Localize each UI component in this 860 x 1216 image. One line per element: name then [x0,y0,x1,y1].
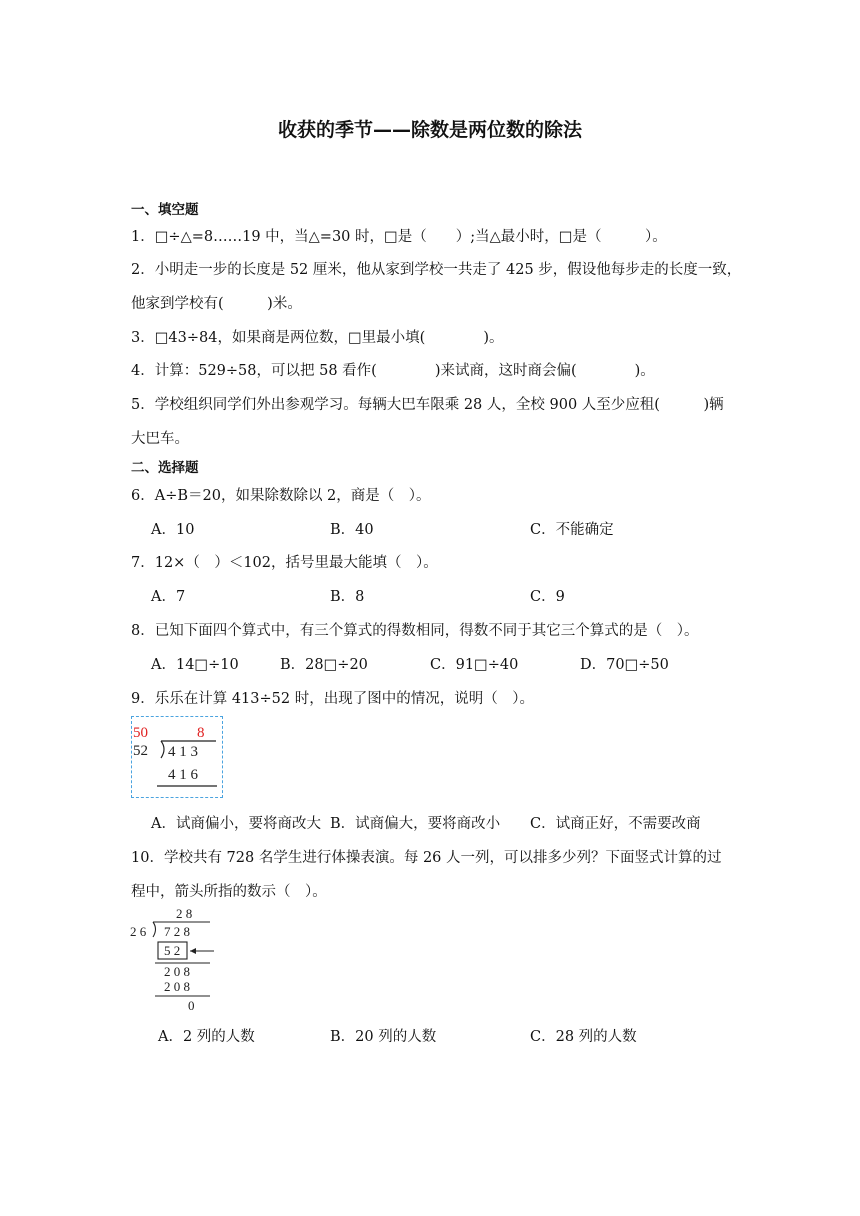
question-3: 3．□43÷84，如果商是两位数，□里最小填( )。 [131,330,504,346]
q9-option-b: B．试商偏大，要将商改小 [330,816,501,832]
q9-long-division-figure [131,716,223,798]
q6-option-a: A．10 [151,522,195,538]
q10-boxed-number: 5 2 [164,943,181,958]
question-9: 9．乐乐在计算 413÷52 时，出现了图中的情况，说明（ ）。 [131,691,534,707]
q8-option-a: A．14□÷10 [151,657,239,673]
q9-trial-divisor: 50 [133,725,148,741]
q10-division-bracket [153,922,156,937]
q10-dividend: 7 2 8 [164,924,190,939]
q8-option-c: C．91□÷40 [430,657,519,673]
q10-divisor: 2 6 [130,924,147,939]
question-6: 6．A÷B＝20，如果除数除以 2，商是（ ）。 [131,488,431,504]
question-5-line-2: 大巴车。 [131,431,189,447]
q9-option-a: A．试商偏小，要将商改大 [151,816,321,832]
q10-remainder: 2 0 8 [164,964,190,979]
q7-option-c: C．9 [530,589,565,605]
q6-option-c: C．不能确定 [530,522,614,538]
section-multiple-choice: 二、选择题 [131,460,199,476]
q10-arrow-icon [190,948,196,954]
page-title: 收获的季节——除数是两位数的除法 [277,119,582,141]
q7-option-b: B．8 [330,589,365,605]
question-2-line-1: 2．小明走一步的长度是 52 厘米，他从家到学校一共走了 425 步，假设他每步走的长度一致， [131,262,742,278]
q10-long-division-figure [126,902,226,1012]
question-8: 8．已知下面四个算式中，有三个算式的得数相同，得数不同于其它三个算式的是（ ）。 [131,623,699,639]
question-10-line-1: 10．学校共有 728 名学生进行体操表演。每 26 人一列，可以排多少列？下面竖式计算的过 [131,850,722,866]
q10-option-b: B．20 列的人数 [330,1029,437,1045]
question-2-line-2: 他家到学校有( )米。 [131,296,302,312]
q9-division-bracket [161,741,164,758]
question-10-line-2: 程中，箭头所指的数示（ ）。 [131,884,327,900]
q7-option-a: A．7 [151,589,186,605]
q9-dividend: 4 1 3 [168,744,198,760]
q10-option-c: C．28 列的人数 [530,1029,637,1045]
q10-option-a: A．2 列的人数 [158,1029,255,1045]
question-4: 4．计算：529÷58，可以把 58 看作( )来试商，这时商会偏( )。 [131,363,655,379]
q6-option-b: B．40 [330,522,374,538]
q9-divisor: 52 [133,743,148,759]
q10-final-result: 0 [188,998,195,1012]
q8-option-b: B．28□÷20 [280,657,368,673]
question-1: 1．□÷△=8……19 中，当△=30 时，□是（ ）;当△最小时，□是（ ）。 [131,229,667,245]
q9-trial-quotient: 8 [197,725,205,741]
question-5-line-1: 5．学校组织同学们外出参观学习。每辆大巴车限乘 28 人，全校 900 人至少应租( )辆 [131,397,724,413]
q8-option-d: D．70□÷50 [580,657,669,673]
q10-product: 2 0 8 [164,979,190,994]
q9-option-c: C．试商正好，不需要改商 [530,816,701,832]
section-fill-blank: 一、填空题 [131,202,199,218]
q10-quotient: 2 8 [176,906,193,921]
question-7: 7．12×（ ）＜102，括号里最大能填（ ）。 [131,555,438,571]
q9-product: 4 1 6 [168,767,198,783]
